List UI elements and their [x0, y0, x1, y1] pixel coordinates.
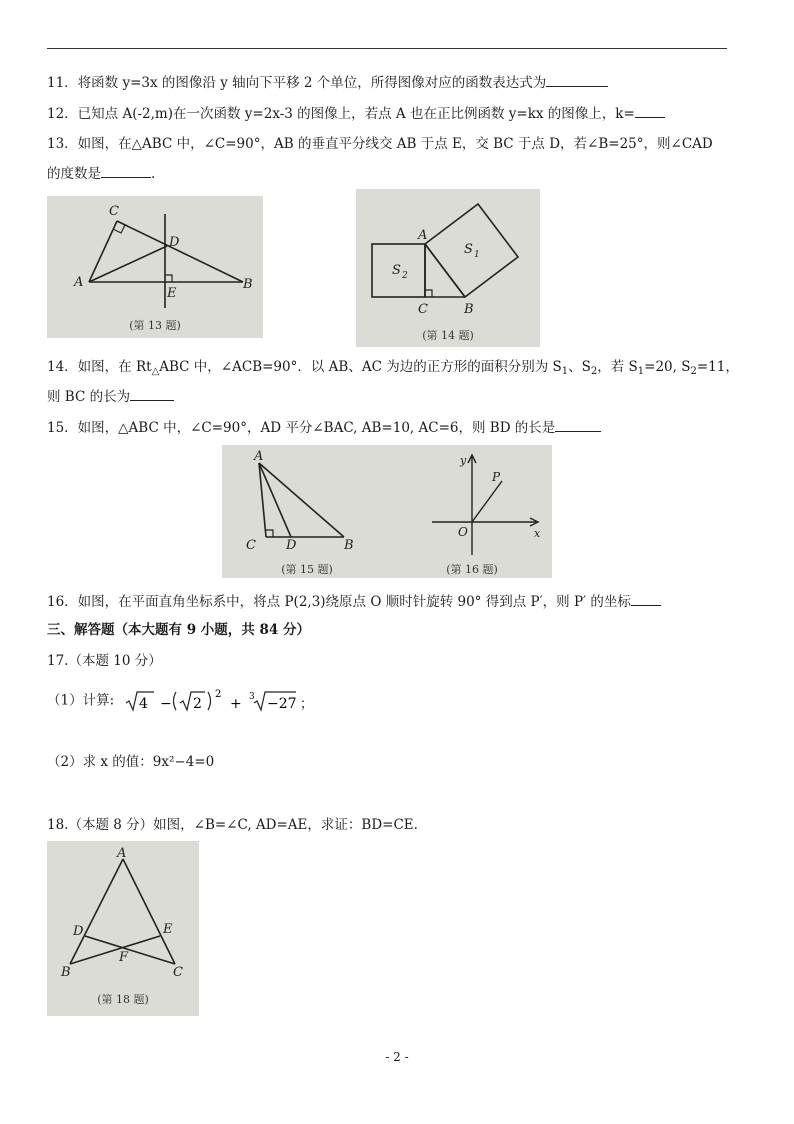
figure-13-caption: (第 13 题): [129, 319, 181, 332]
answer-blank: [546, 72, 608, 87]
question-17-part-2: （2）求 x 的值：9x²−4=0: [47, 754, 215, 770]
label-s2: S: [392, 263, 401, 278]
label-d: D: [169, 235, 180, 250]
cube-root-index: 3: [249, 692, 256, 702]
q14-text-k: =11，: [696, 359, 739, 375]
label-x: x: [534, 527, 541, 540]
label-a: A: [418, 228, 428, 243]
question-13-line-1: [47, 134, 713, 154]
figure-18: [47, 841, 199, 1016]
q14-text-i: =20, S: [644, 359, 691, 375]
question-13-line-2: [47, 163, 155, 184]
q14-text-e: 、S: [568, 359, 591, 375]
label-e: E: [163, 922, 173, 937]
figure-18-drawing: [47, 841, 199, 1016]
question-18: 18.（本题 8 分）如图，∠B=∠C, AD=AE，求证：BD=CE.: [47, 817, 418, 833]
label-c: C: [173, 965, 183, 980]
question-11: [47, 72, 608, 93]
q13-text-1: 13．如图，在△ABC 中，∠C=90°，AB 的垂直平分线交 AB 于点 E，交 BC 于点 D，若∠B=25°，则∠CAD: [47, 136, 713, 152]
radicand-2: 2: [193, 696, 203, 712]
answer-blank: [101, 163, 151, 178]
figure-15-caption: (第 15 题): [281, 563, 333, 576]
radicand-neg27: −27: [267, 696, 297, 712]
figure-14-caption: (第 14 题): [422, 329, 474, 342]
question-14-line-2: [47, 386, 174, 407]
label-c: C: [418, 302, 428, 317]
q14-text-h: 1: [637, 366, 645, 377]
label-a: A: [74, 275, 84, 290]
q17-expression: [118, 688, 328, 714]
q14-text-b: △: [151, 366, 160, 377]
figure-16-drawing: [392, 445, 552, 578]
q14-text-f: 2: [590, 366, 598, 377]
label-b: B: [61, 965, 71, 980]
label-d: D: [286, 538, 297, 553]
answer-blank: [555, 417, 601, 432]
label-b: B: [464, 302, 474, 317]
label-b: B: [243, 277, 253, 292]
q14-text-c: ABC 中，∠ACB=90°．以 AB、AC 为边的正方形的面积分别为 S: [159, 359, 562, 375]
page-number: - 2 -: [385, 1050, 409, 1064]
figure-16-caption: (第 16 题): [446, 563, 498, 576]
label-s1-sub: 1: [474, 250, 480, 260]
answer-blank: [130, 386, 174, 401]
figure-15-drawing: [222, 445, 392, 578]
figure-14-drawing: [356, 189, 540, 347]
q11-text: 11．将函数 y=3x 的图像沿 y 轴向下平移 2 个单位，所得图像对应的函数表达式为: [47, 75, 547, 91]
label-c: C: [246, 538, 256, 553]
label-a: A: [117, 846, 127, 861]
radicand-4: 4: [139, 696, 149, 712]
figure-16: [392, 445, 552, 578]
label-b: B: [344, 538, 354, 553]
label-d: D: [73, 924, 84, 939]
figure-14: [356, 189, 540, 347]
figure-15: [222, 445, 392, 578]
question-15: [47, 417, 601, 438]
label-c: C: [109, 204, 119, 219]
question-14-line-1: [47, 357, 739, 382]
label-o: O: [458, 525, 468, 539]
q14-text-j: 2: [690, 366, 697, 377]
q12-text: 12．已知点 A(-2,m)在一次函数 y=2x-3 的图像上，若点 A 也在正比例函数 y=kx 的图像上，k=: [47, 106, 635, 122]
label-p: P: [492, 470, 501, 484]
answer-blank: [631, 591, 661, 606]
question-17-title: 17.（本题 10 分）: [47, 653, 162, 669]
question-16: [47, 591, 661, 612]
label-y: y: [460, 454, 467, 467]
q14-text-g: ，若 S: [597, 359, 638, 375]
header-rule: [47, 48, 727, 49]
label-s1: S: [464, 242, 473, 257]
q15-text: 15．如图，△ABC 中，∠C=90°，AD 平分∠BAC, AB=10, AC=6，则 BD 的长是: [47, 420, 556, 436]
question-12: [47, 103, 665, 124]
q14-text-a: 14．如图，在 Rt: [47, 359, 152, 375]
figure-13: [47, 196, 263, 338]
q17-radical-signs: [118, 688, 328, 714]
section-3-title: 三、解答题（本大题有 9 小题，共 84 分）: [47, 622, 310, 638]
semicolon: ；: [300, 697, 314, 712]
label-s2-sub: 2: [402, 271, 408, 281]
q13-end: .: [151, 166, 156, 182]
q14-text-d: 1: [561, 366, 569, 377]
label-e: E: [167, 286, 177, 301]
label-f: F: [119, 950, 129, 965]
question-17-part-1: [47, 688, 328, 714]
answer-blank: [635, 103, 665, 118]
minus-sign: −: [160, 696, 173, 712]
q16-text: 16．如图，在平面直角坐标系中，将点 P(2,3)绕原点 O 顺时针旋转 90° 得到点 P′，则 P′ 的坐标: [47, 594, 631, 610]
plus-sign: +: [230, 696, 243, 712]
label-a: A: [254, 449, 264, 464]
q13-text-2: 的度数是: [47, 166, 101, 182]
q14-text-2: 则 BC 的长为: [47, 389, 131, 405]
exponent-2: 2: [215, 689, 222, 700]
figure-18-caption: (第 18 题): [97, 993, 149, 1006]
q17-part1-label: （1）计算:: [47, 692, 115, 709]
